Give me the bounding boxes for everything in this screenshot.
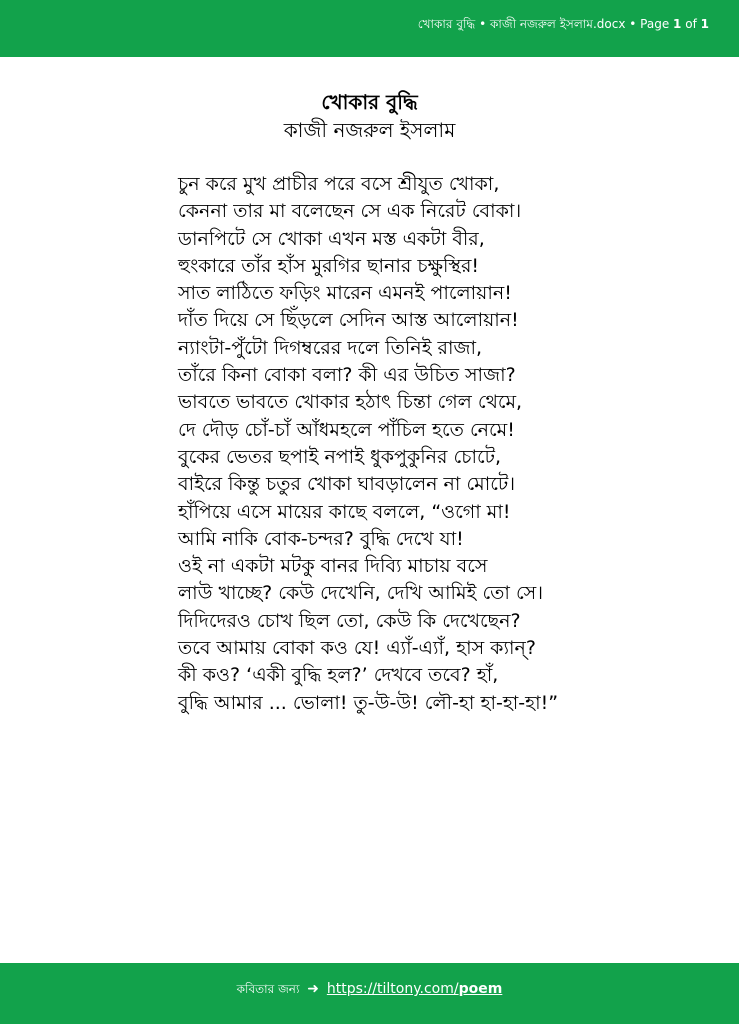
poem-line: দাঁত দিয়ে সে ছিঁড়লে সেদিন আস্ত আলোয়ান!	[178, 309, 519, 332]
footer-content	[0, 979, 739, 999]
poem-title: খোকার বুদ্ধি	[321, 90, 418, 114]
poem-line: তবে আমায় বোকা কও যে! এ্যাঁ-এ্যাঁ, হাস ক্যান্?	[178, 637, 536, 660]
footer-bar	[0, 963, 739, 1024]
poem-line: ডানপিটে সে খোকা এখন মস্ত একটা বীর,	[178, 227, 485, 250]
poem-line: কী কও? ‘একী বুদ্ধি হল?’ দেখবে তবে? হাঁ,	[178, 664, 499, 687]
poem-line: হাঁপিয়ে এসে মায়ের কাছে বললে, “ওগো মা!	[178, 500, 511, 523]
poem-line: ন্যাংটা-পুঁটো দিগম্বরের দলে তিনিই রাজা,	[178, 336, 483, 359]
page-current: 1	[673, 17, 682, 31]
poem-line: বুদ্ধি আমার ... ভোলা! তু-উ-উ! লৌ-হা হা-হা-হা!”	[178, 691, 559, 714]
poem-line: হুংকারে তাঁর হাঁস মুরগির ছানার চক্ষুস্থির!	[178, 254, 480, 277]
document-page	[0, 57, 739, 963]
page-label: Page	[640, 17, 670, 31]
poem-line: দে দৌড় চোঁ-চাঁ আঁধমহলে পাঁচিল হতে নেমে!	[178, 418, 515, 441]
poem-line: আমি নাকি বোক-চন্দর? বুদ্ধি দেখে যা!	[178, 527, 464, 550]
poem-link-prefix: https://tiltony.com/	[326, 981, 459, 997]
header-info	[418, 15, 709, 33]
poem-line: কেননা তার মা বলেছেন সে এক নিরেট বোকা।	[178, 200, 522, 223]
footer-label: কবিতার জন্য	[236, 982, 300, 996]
poem-line: বাইরে কিন্তু চতুর খোকা ঘাবড়ালেন না মোটে।	[178, 473, 515, 496]
poem-link-bold: poem	[458, 981, 503, 997]
arrow-right-icon: ➜	[307, 981, 320, 997]
poem-author: কাজী নজরুল ইসলাম	[283, 118, 456, 142]
poem-line: লাউ খাচ্ছে? কেউ দেখেনি, দেখি আমিই তো সে।	[178, 582, 544, 605]
page-of: of	[685, 17, 697, 31]
poem-line: ওই না একটা মটকু বানর দিব্যি মাচায় বসে	[178, 555, 488, 578]
page-total: 1	[700, 17, 709, 31]
poem-line: ভাবতে ভাবতে খোকার হঠাৎ চিন্তা গেল থেমে,	[178, 391, 523, 414]
poem-line: দিদিদেরও চোখ ছিল তো, কেউ কি দেখেছেন?	[178, 609, 521, 632]
header-separator: •	[479, 17, 487, 31]
poem-line: সাত লাঠিতে ফড়িং মারেন এমনই পালোয়ান!	[178, 282, 512, 305]
header-separator: •	[629, 17, 637, 31]
poem-body	[178, 171, 718, 717]
header-doc-title: খোকার বুদ্ধি	[417, 17, 476, 31]
header-bar	[0, 0, 739, 57]
poem-line: বুকের ভেতর ছপাই নপাই ধুকপুকুনির চোটে,	[178, 445, 502, 468]
poem-line: তাঁরে কিনা বোকা বলা? কী এর উচিত সাজা?	[178, 364, 516, 387]
poem-line: চুন করে মুখ প্রাচীর পরে বসে শ্রীযুত খোকা,	[178, 173, 500, 195]
poem-link[interactable]	[327, 981, 502, 997]
header-file-name: কাজী নজরুল ইসলাম.docx	[489, 17, 626, 31]
